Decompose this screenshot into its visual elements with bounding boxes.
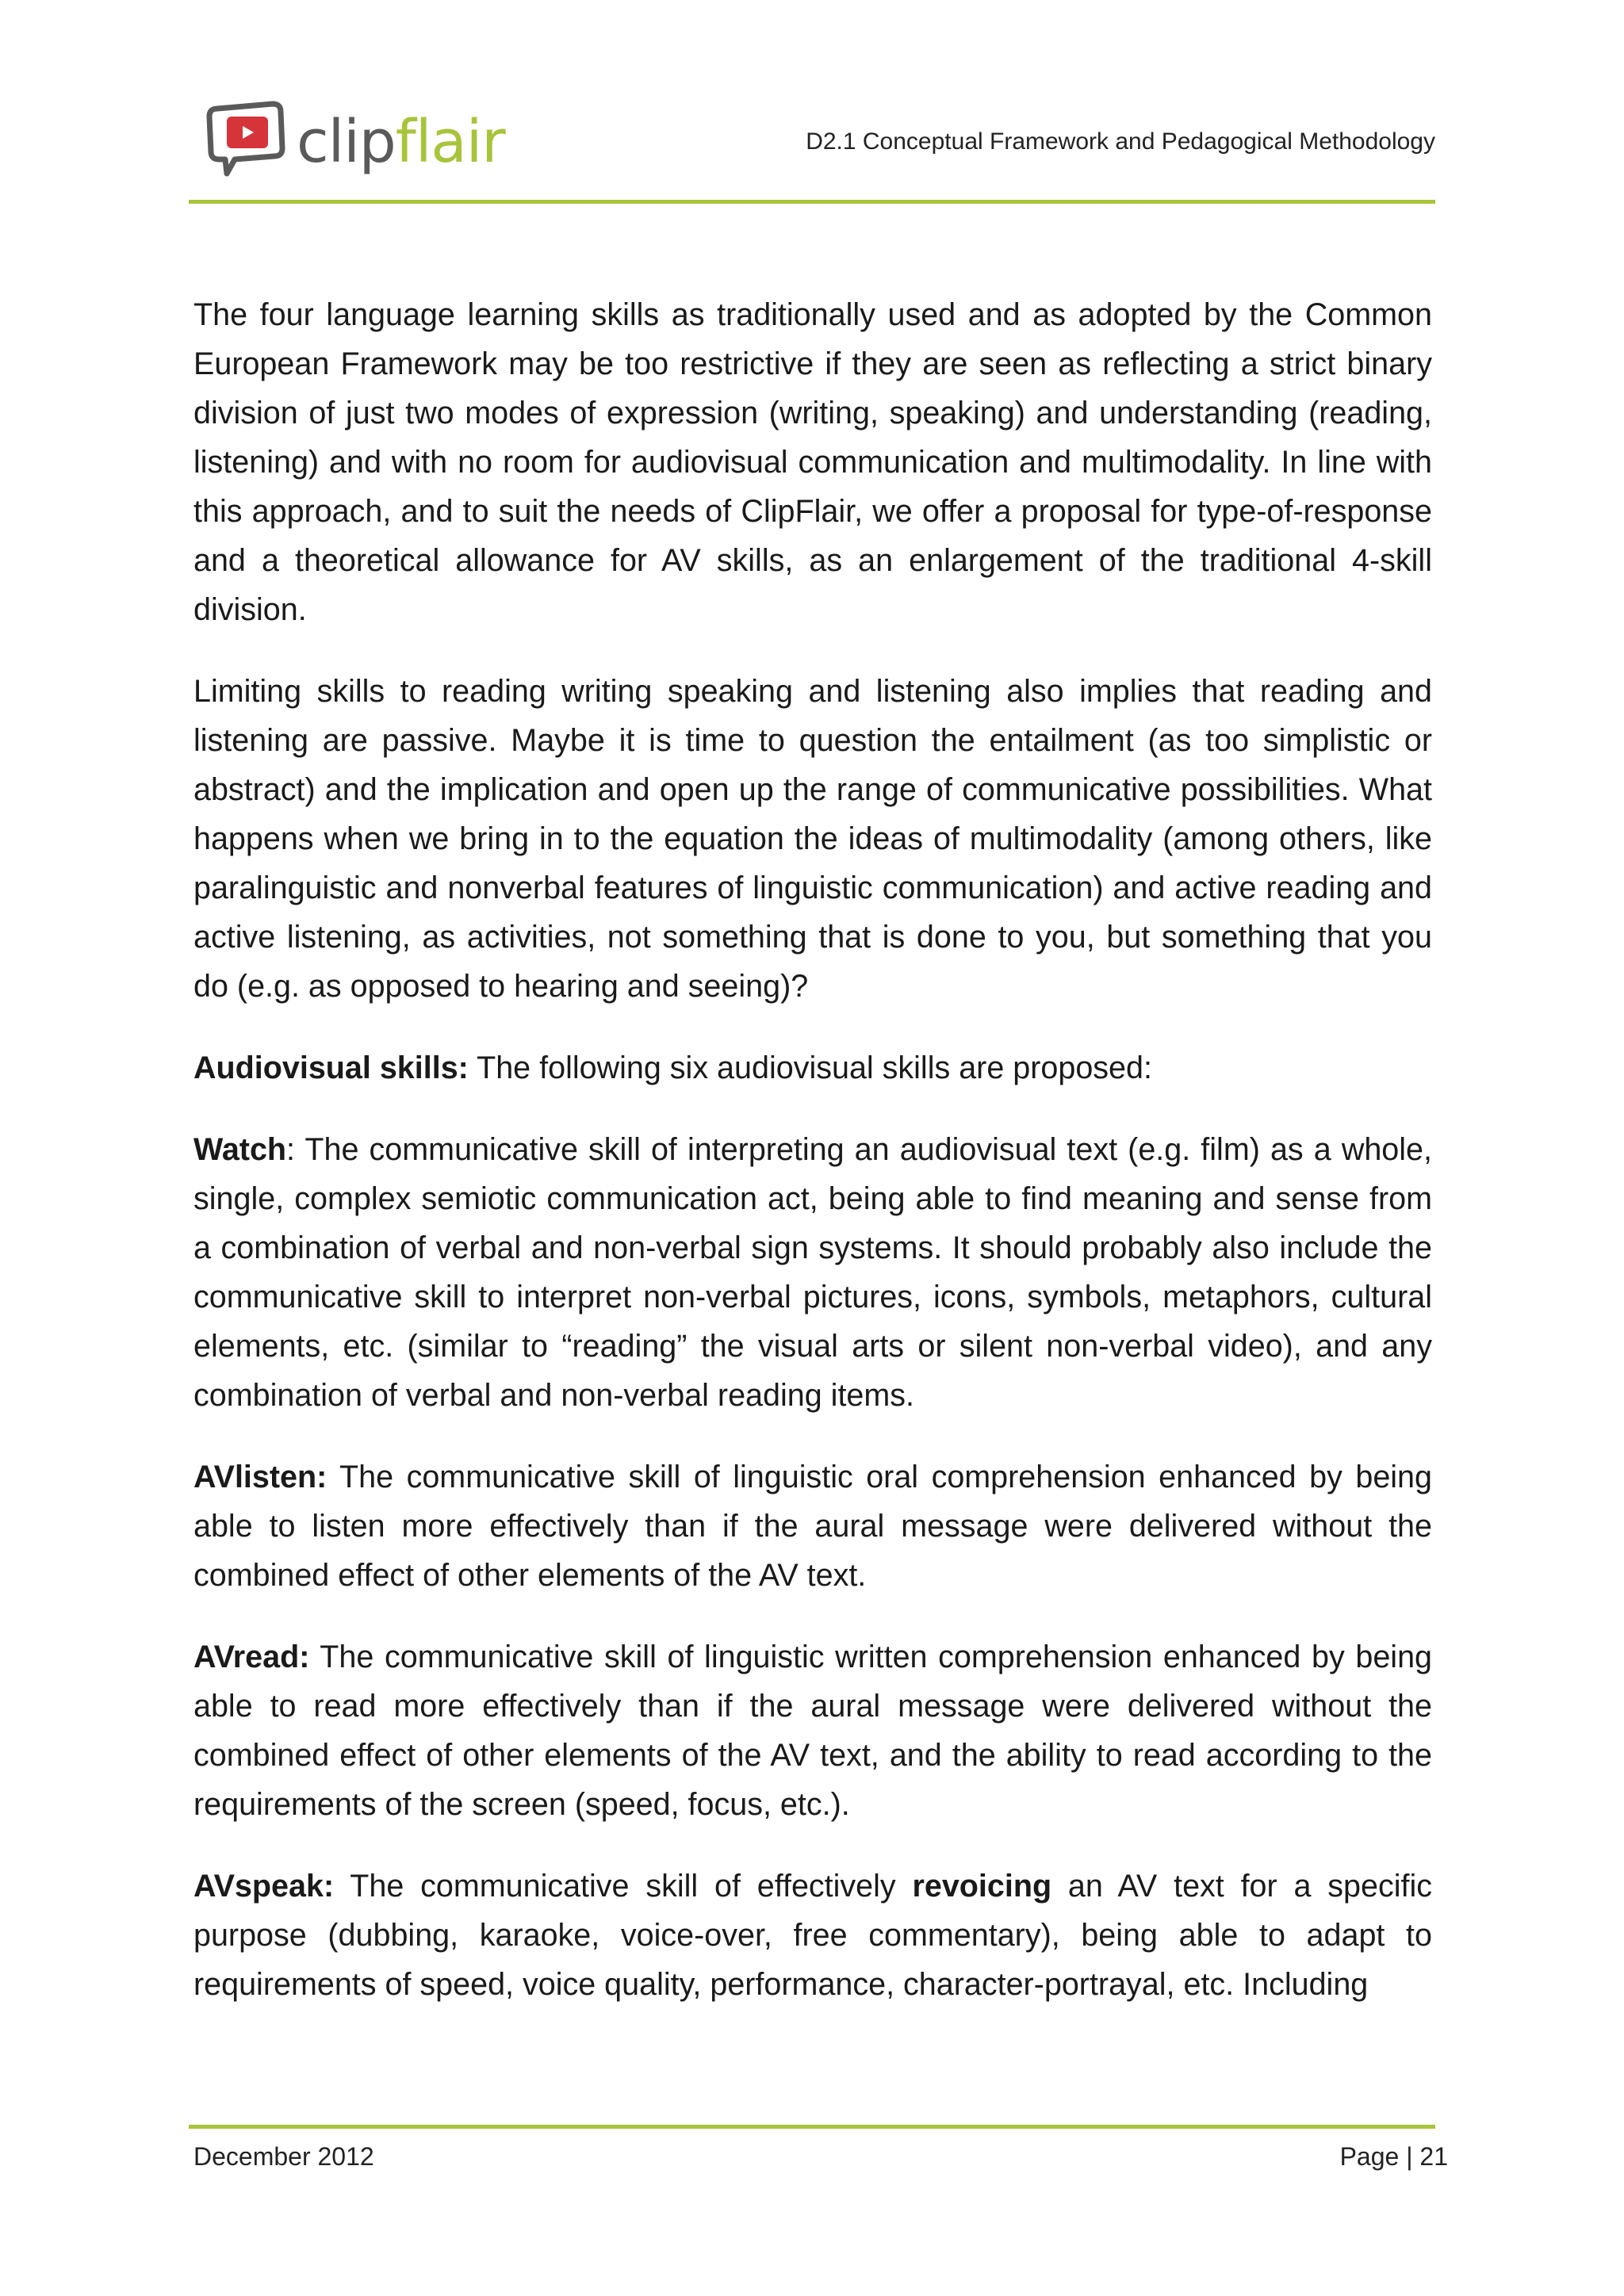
paragraph-text: The communicative skill of linguistic oral comprehension enhanced by being able to listen more effectively than if the aural message were delivered without the combined effect of other elements of the AV text. xyxy=(193,1460,1432,1593)
paragraph-avread xyxy=(193,1632,1432,1829)
term-watch: Watch xyxy=(193,1132,287,1167)
paragraph-avspeak xyxy=(193,1862,1432,2009)
paragraph-text: The following six audiovisual skills are proposed: xyxy=(468,1050,1152,1085)
footer-divider xyxy=(189,2125,1435,2129)
logo-text-clip: clip xyxy=(297,108,396,176)
header-divider xyxy=(189,200,1435,204)
paragraph-text: The communicative skill of linguistic written comprehension enhanced by being able to read more effectively than if the aural message were delivered without the combined effect of other elements of the AV text, and the ability to read according to the requirements of the screen (speed, focus, etc.). xyxy=(193,1640,1432,1822)
term-avspeak: AVspeak: xyxy=(193,1869,335,1904)
term-avlisten: AVlisten: xyxy=(193,1460,327,1494)
paragraph-audiovisual-skills xyxy=(193,1043,1432,1093)
paragraph-text: an AV text for a specific purpose (dubbing, karaoke, voice-over, free commentary), being able to adapt to requirements of speed, voice quality, performance, character-portrayal, etc. Including xyxy=(193,1869,1432,2002)
footer-date: December 2012 xyxy=(193,2142,374,2171)
paragraph-text: : The communicative skill of interpreting an audiovisual text (e.g. film) as a whole, single, complex semiotic communication act, being able to find meaning and sense from a combination of verbal and non-verbal sign systems. It should probably also include the communicative skill to interpret non-verbal pictures, icons, symbols, metaphors, cultural elements, etc. (similar to “reading” the visual arts or silent non-verbal video), and any combination of verbal and non-verbal reading items. xyxy=(193,1132,1432,1413)
page-body xyxy=(193,290,1432,2042)
paragraph-1: The four language learning skills as traditionally used and as adopted by the Common European Framework may be too restrictive if they are seen as reflecting a strict binary division of just two modes of expression (writing, speaking) and understanding (reading, listening) and with no room for audiovisual communication and multimodality. In line with this approach, and to suit the needs of ClipFlair, we offer a proposal for type-of-response and a theoretical allowance for AV skills, as an enlargement of the traditional 4-skill division. xyxy=(193,297,1432,627)
clipflair-logo xyxy=(203,94,505,181)
paragraph-watch xyxy=(193,1125,1432,1420)
page-number: Page | 21 xyxy=(1339,2142,1448,2171)
term-audiovisual-skills: Audiovisual skills: xyxy=(193,1050,469,1085)
term-avread: AVread: xyxy=(193,1640,310,1674)
document-title: D2.1 Conceptual Framework and Pedagogical Methodology xyxy=(806,128,1435,155)
paragraph-avlisten xyxy=(193,1452,1432,1600)
paragraph-text: The communicative skill of effectively xyxy=(334,1869,913,1904)
term-revoicing: revoicing xyxy=(912,1869,1052,1904)
clipflair-logo-icon xyxy=(203,98,290,177)
page-header xyxy=(190,94,1435,205)
logo-wordmark xyxy=(297,108,505,176)
logo-text-flair: flair xyxy=(395,108,505,176)
paragraph-2: Limiting skills to reading writing speaking and listening also implies that reading and listening are passive. Maybe it is time to question the entailment (as too simplistic or abstract) and the implication and open up the range of communicative possibilities. What happens when we bring in to the equation the ideas of multimodality (among others, like paralinguistic and nonverbal features of linguistic communication) and active reading and active listening, as activities, not something that is done to you, but something that you do (e.g. as opposed to hearing and seeing)? xyxy=(193,674,1432,1004)
